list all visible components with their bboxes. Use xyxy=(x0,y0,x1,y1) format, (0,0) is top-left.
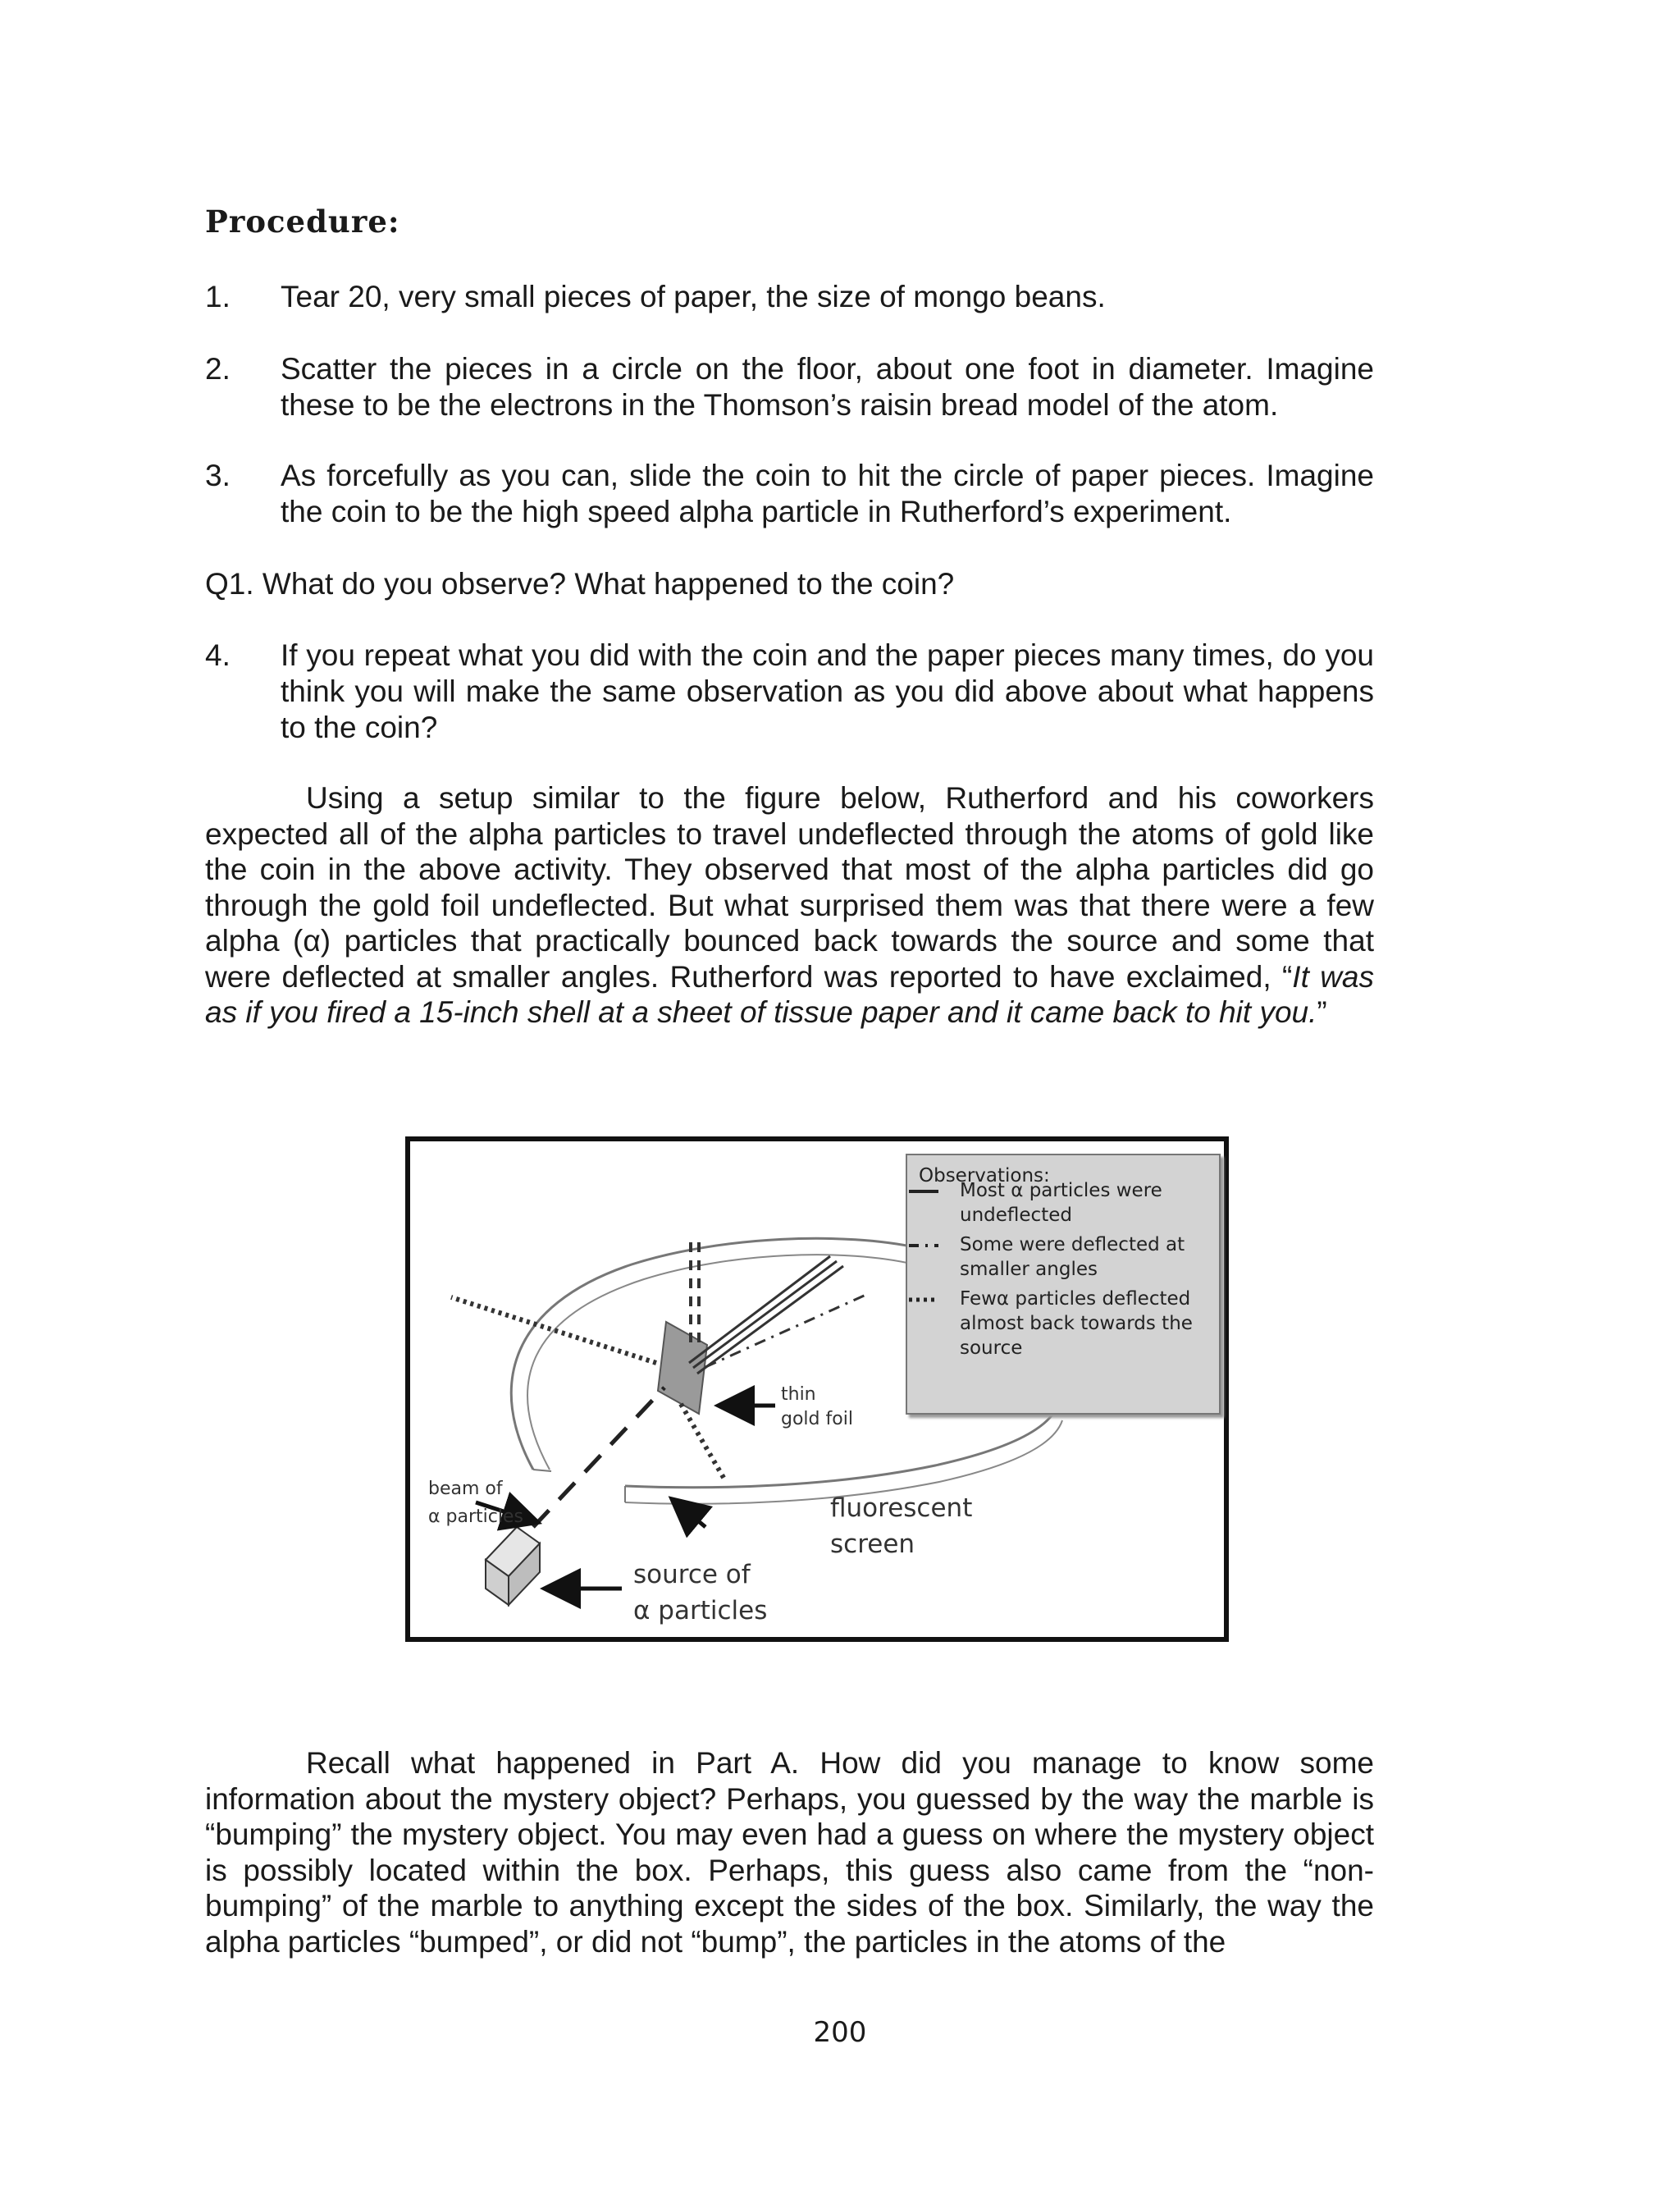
paragraph-text: Using a setup similar to the figure below, Rutherford and his coworkers expected all of the alpha particles to travel undeflected through the atoms of gold like the coin in the above activity. They observed that most of the alpha particles did go through the gold foil undeflected. But what surprised them was that there were a few alpha (α) particles that practically bounced back towards the source and some that were deflected at smaller angles. Rutherford was reported to have exclaimed, “ xyxy=(205,781,1374,994)
dotted-line-icon xyxy=(907,1292,940,1308)
backscattered-path-down xyxy=(681,1404,726,1482)
step-text: As forcefully as you can, slide the coin to hit the circle of paper pieces. Imagine the coin to be the high speed alpha particle in Rutherford’s experiment. xyxy=(281,459,1374,528)
step-2 xyxy=(205,351,1374,423)
observations-title: Observations: xyxy=(919,1165,1050,1186)
alpha-source-box xyxy=(486,1527,540,1605)
source-label xyxy=(633,1557,767,1629)
step-1 xyxy=(205,279,1374,315)
rutherford-experiment-figure xyxy=(405,1136,1229,1642)
observation-backscatter: Fewα particles deflected almost back towards the source xyxy=(960,1288,1193,1359)
step-number: 4. xyxy=(205,638,231,672)
observation-undeflected: Most α particles were undeflected xyxy=(960,1180,1162,1226)
step-number: 1. xyxy=(205,280,231,313)
step-4 xyxy=(205,638,1374,746)
step-text: Scatter the pieces in a circle on the floor, about one foot in diameter. Imagine these to be the electrons in the Thomson’s raisin bread model of the atom. xyxy=(281,352,1374,422)
screen-arrow xyxy=(681,1506,705,1527)
screen-label-line1: fluorescent xyxy=(830,1493,973,1523)
foil-label-line1: thin xyxy=(781,1384,816,1405)
deflected-path xyxy=(705,1293,870,1367)
source-label-line2: α particles xyxy=(633,1596,768,1625)
beam-label xyxy=(428,1475,523,1531)
screen-label-line2: screen xyxy=(830,1529,915,1559)
foil-label xyxy=(781,1383,853,1432)
step-number: 2. xyxy=(205,352,231,386)
procedure-heading: Procedure: xyxy=(205,203,400,240)
step-3 xyxy=(205,458,1374,530)
step-text: If you repeat what you did with the coin and the paper pieces many times, do you think you will make the same observation as you did above about what happens to the coin? xyxy=(281,638,1374,744)
page-number: 200 xyxy=(813,2016,867,2049)
foil-label-line2: gold foil xyxy=(781,1409,853,1429)
rutherford-paragraph xyxy=(205,780,1374,1031)
alpha-beam xyxy=(533,1388,664,1527)
source-label-line1: source of xyxy=(633,1560,751,1589)
step-text: Tear 20, very small pieces of paper, the size of mongo beans. xyxy=(281,280,1106,313)
beam-label-line2: α particles xyxy=(428,1506,523,1527)
screen-label xyxy=(830,1490,972,1562)
dash-dot-line-icon xyxy=(907,1237,940,1254)
observations-legend xyxy=(906,1154,1221,1415)
undeflected-paths xyxy=(689,1256,843,1374)
solid-line-icon xyxy=(907,1183,940,1200)
step-number: 3. xyxy=(205,459,231,492)
beam-label-line1: beam of xyxy=(428,1479,503,1499)
question-q1: Q1. What do you observe? What happened to the coin? xyxy=(205,567,955,601)
observation-small-angles: Some were deflected at smaller angles xyxy=(960,1234,1185,1280)
recall-paragraph: Recall what happened in Part A. How did you manage to know some information about the mystery object? Perhaps, you guessed by the way the marble is “bumping” the mystery object. You may even had a guess on where the mystery object is possibly located within the box. Perhaps, this guess also came from the “non-bumping” of the marble to anything except the sides of the box. Similarly, the way the alpha particles “bumped”, or did not “bump”, the particles in the atoms of the xyxy=(205,1746,1374,1959)
quote-close: ” xyxy=(1317,995,1327,1029)
rutherford-quote: It was as if you fired a 15-inch shell at a sheet of tissue paper and it came back to hit you. xyxy=(205,959,1375,1029)
